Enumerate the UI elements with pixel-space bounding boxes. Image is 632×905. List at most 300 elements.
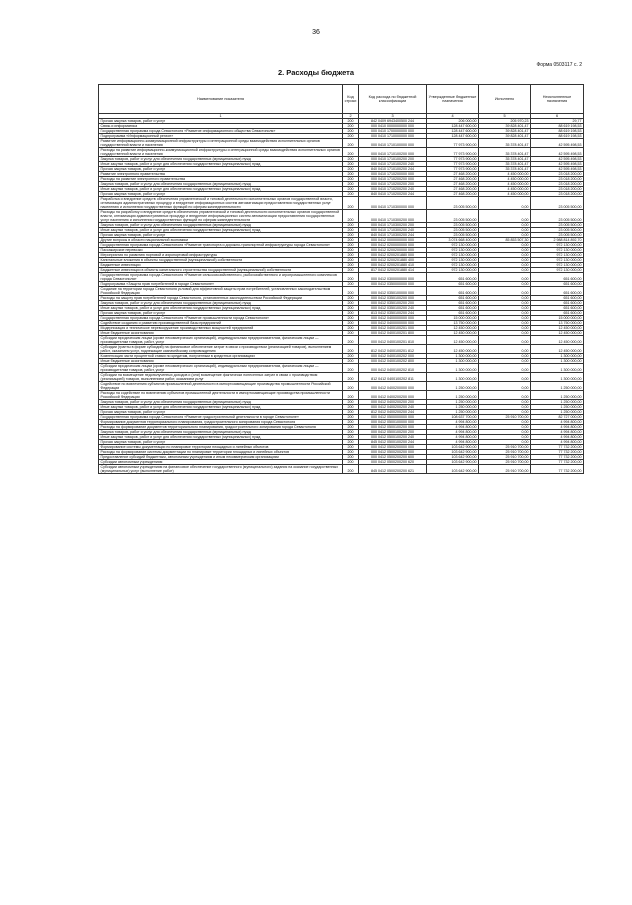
row-name: Закупка товаров, работ и услуг для обеспечения государственных (муниципальных) нужд xyxy=(99,157,343,162)
row-unexecuted: 2 988 814 892,70 xyxy=(531,238,584,243)
row-unexecuted: 23 018 200,00 xyxy=(531,192,584,197)
row-executed: 0,00 xyxy=(479,301,531,306)
row-approved: 103 642 900,00 xyxy=(427,445,479,450)
row-name: Прочая закупка товаров, работ и услуг xyxy=(99,167,343,172)
header-approved: Утвержденные бюджетные назначения xyxy=(427,85,479,114)
row-code: 200 xyxy=(343,465,359,474)
row-approved: 1 300 000,00 xyxy=(427,364,479,373)
row-unexecuted: 88 619 198,53 xyxy=(531,124,584,129)
row-unexecuted: 77 732 200,00 xyxy=(531,450,584,455)
row-code: 200 xyxy=(343,336,359,345)
row-approved: 77 973 900,00 xyxy=(427,148,479,157)
row-code: 200 xyxy=(343,435,359,440)
row-kbk: 000 0412 0350100000 000 xyxy=(359,287,427,296)
row-unexecuted: 23 018 200,00 xyxy=(531,182,584,187)
row-name: Бюджетные инвестиции xyxy=(99,263,343,268)
column-number: 1 xyxy=(99,114,343,119)
row-code: 200 xyxy=(343,223,359,228)
row-executed: 4 450 000,00 xyxy=(479,177,531,182)
row-kbk: 000 0412 0500200200 000 xyxy=(359,450,427,455)
row-name: Прочая закупка товаров, работ и услуг xyxy=(99,192,343,197)
row-kbk: 000 0412 0400100202 800 xyxy=(359,359,427,364)
row-approved: 972 130 000,00 xyxy=(427,253,479,258)
row-executed: 0,00 xyxy=(479,253,531,258)
row-unexecuted: 77 732 200,00 xyxy=(531,455,584,460)
row-approved: 972 130 000,00 xyxy=(427,268,479,273)
row-unexecuted: 1 250 000,00 xyxy=(531,400,584,405)
header-unexecuted: Неисполненные назначения xyxy=(531,85,584,114)
column-number: 2 xyxy=(343,114,359,119)
row-code: 200 xyxy=(343,345,359,354)
row-kbk: 000 0410 1710100200 200 xyxy=(359,157,427,162)
row-executed: 4 450 000,00 xyxy=(479,192,531,197)
row-kbk: 813 0412 0350100200 244 xyxy=(359,311,427,316)
table-row xyxy=(99,364,584,373)
row-name: Закупка товаров, работ и услуг для обеспечения государственных (муниципальных) нужд xyxy=(99,223,343,228)
row-unexecuted: 1 250 000,00 xyxy=(531,405,584,410)
row-unexecuted: 23 018 200,00 xyxy=(531,172,584,177)
row-code: 200 xyxy=(343,258,359,263)
row-kbk: 000 0412 0400100201 810 xyxy=(359,336,427,345)
row-code: 200 xyxy=(343,306,359,311)
row-unexecuted: 12 450 000,00 xyxy=(531,331,584,336)
row-name: Закупка товаров, работ и услуг для обеспечения государственных (муниципальных) нужд xyxy=(99,301,343,306)
row-executed: 0,00 xyxy=(479,282,531,287)
row-kbk: 000 0412 0400100201 000 xyxy=(359,326,427,331)
row-unexecuted: 4 994 800,00 xyxy=(531,425,584,430)
row-executed: 0,00 xyxy=(479,345,531,354)
row-executed: 0,00 xyxy=(479,420,531,425)
row-name: Расходы на развитие информационно-коммуникационной инфраструктуры и интеграционной среды взаимодействия исполнительных органов государственной власти и населения xyxy=(99,148,343,157)
row-name: Содействие созданию и развитию производственной базы предприятий xyxy=(99,321,343,326)
row-code: 200 xyxy=(343,210,359,223)
row-unexecuted: 1 250 000,00 xyxy=(531,391,584,400)
row-name: Расходы на содействие по вовлечению субъектов промышленной деятельности в импортозамещающие производства промышленности Российской Федерации xyxy=(99,391,343,400)
table-row xyxy=(99,139,584,148)
row-approved: 651 600,00 xyxy=(427,311,479,316)
row-code: 200 xyxy=(343,248,359,253)
row-name: Предоставление субсидий бюджетным, автономным учреждениям и иным некоммерческим организациям xyxy=(99,455,343,460)
row-executed: 0,00 xyxy=(479,440,531,445)
row-kbk: 000 0412 0350000000 000 xyxy=(359,282,427,287)
row-name: Прочая закупка товаров, работ и услуг xyxy=(99,410,343,415)
row-code: 200 xyxy=(343,287,359,296)
row-kbk: 000 0412 0400200200 000 xyxy=(359,391,427,400)
row-executed: 35 378 401,47 xyxy=(479,167,531,172)
row-executed: 0,00 xyxy=(479,233,531,238)
row-name: Государственная программа города Севастополя «Развитие промышленности города Севастополя» xyxy=(99,316,343,321)
row-name: Государственная программа города Севастополя «Развитие информационного общества Севастополя» xyxy=(99,129,343,134)
row-kbk: 000 0410 1710300200 240 xyxy=(359,228,427,233)
row-code: 200 xyxy=(343,263,359,268)
row-code: 200 xyxy=(343,373,359,382)
row-executed: 85 853 507,30 xyxy=(479,238,531,243)
row-code: 200 xyxy=(343,460,359,465)
row-name: Субсидии юридическим лицам (кроме некоммерческих организаций), индивидуальным предпринимателям, физическим лицам — производителям товаров, работ, услуг xyxy=(99,364,343,373)
row-approved: 77 973 900,00 xyxy=(427,167,479,172)
row-unexecuted: 77 732 200,00 xyxy=(531,445,584,450)
row-code: 200 xyxy=(343,430,359,435)
row-approved: 651 600,00 xyxy=(427,282,479,287)
row-name: Государственная программа города Севастополя «Развитие градостроительной деятельности в городе Севастополе» xyxy=(99,415,343,420)
row-kbk: 000 0412 0500000000 000 xyxy=(359,415,427,420)
row-approved: 1 250 000,00 xyxy=(427,410,479,415)
row-code: 200 xyxy=(343,331,359,336)
row-code: 200 xyxy=(343,243,359,248)
row-kbk: 845 0412 0500100200 244 xyxy=(359,440,427,445)
row-name: Государственная программа города Севастополя «Развитие сельскохозяйственного, рыбохозяйственного и агропромышленного комплексов города Севастополя» xyxy=(99,273,343,282)
row-unexecuted: 651 600,00 xyxy=(531,306,584,311)
row-executed: 35 378 401,47 xyxy=(479,162,531,167)
row-kbk: 000 0412 0200201880 400 xyxy=(359,258,427,263)
row-approved: 3 074 668 400,00 xyxy=(427,238,479,243)
row-kbk: 000 0410 1710300200 000 xyxy=(359,210,427,223)
row-kbk: 000 0412 0350100200 000 xyxy=(359,296,427,301)
row-unexecuted: 972 130 000,00 xyxy=(531,248,584,253)
row-approved: 23 005 500,00 xyxy=(427,197,479,210)
row-approved: 651 600,00 xyxy=(427,301,479,306)
row-kbk: 000 0412 0400100202 810 xyxy=(359,364,427,373)
row-approved: 23 005 500,00 xyxy=(427,233,479,238)
row-name: Пассажирские перевозки xyxy=(99,248,343,253)
table-row xyxy=(99,391,584,400)
row-name: Создание на территории города Севастополя условий для эффективной защиты прав потребителей, установленных законодательством Российской Федерации xyxy=(99,287,343,296)
row-approved: 206 000,00 xyxy=(427,119,479,124)
row-unexecuted: 12 450 000,00 xyxy=(531,336,584,345)
row-kbk: 000 0412 0500200000 000 xyxy=(359,445,427,450)
row-approved: 108 637 700,00 xyxy=(427,415,479,420)
row-name: Содействие по вовлечению субъектов промышленной деятельности в импортозамещающие производства промышленности Российской Федерации xyxy=(99,382,343,391)
table-row xyxy=(99,197,584,210)
row-name: Иные закупки товаров, работ и услуг для обеспечения государственных (муниципальных) нужд xyxy=(99,435,343,440)
row-code: 200 xyxy=(343,420,359,425)
row-approved: 128 447 600,00 xyxy=(427,129,479,134)
row-name: Капитальные вложения в объекты государственной (муниципальной) собственности xyxy=(99,258,343,263)
row-unexecuted: 23 018 200,00 xyxy=(531,177,584,182)
row-approved: 77 973 900,00 xyxy=(427,139,479,148)
row-approved: 4 994 800,00 xyxy=(427,430,479,435)
row-unexecuted: 23 005 500,00 xyxy=(531,228,584,233)
column-number: 6 xyxy=(531,114,584,119)
row-unexecuted: 1 300 000,00 xyxy=(531,354,584,359)
row-code: 200 xyxy=(343,134,359,139)
row-approved: 4 994 800,00 xyxy=(427,435,479,440)
row-executed: 4 450 000,00 xyxy=(479,187,531,192)
row-code: 200 xyxy=(343,273,359,282)
row-name: Расходы на защиту прав потребителей города Севастополя, установленных законодательством Российской Федерации xyxy=(99,296,343,301)
section-title: 2. Расходы бюджета xyxy=(277,68,355,77)
row-code: 200 xyxy=(343,119,359,124)
row-approved: 972 130 000,00 xyxy=(427,243,479,248)
row-kbk: 000 0412 0500100200 240 xyxy=(359,435,427,440)
row-executed: 35 378 401,47 xyxy=(479,148,531,157)
row-name: Закупка товаров, работ и услуг для обеспечения государственных (муниципальных) нужд xyxy=(99,400,343,405)
row-kbk: 812 0412 0400100202 811 xyxy=(359,373,427,382)
row-kbk: 000 0412 0500200200 620 xyxy=(359,460,427,465)
row-kbk: 000 0410 0000000000 000 xyxy=(359,124,427,129)
row-approved: 12 450 000,00 xyxy=(427,326,479,331)
row-unexecuted: 651 600,00 xyxy=(531,287,584,296)
row-executed: 0,00 xyxy=(479,197,531,210)
row-name: Иные бюджетные ассигнования xyxy=(99,359,343,364)
row-executed: 0,00 xyxy=(479,391,531,400)
row-approved: 972 130 000,00 xyxy=(427,258,479,263)
row-executed: 4 450 000,00 xyxy=(479,172,531,177)
row-unexecuted: 77 732 200,00 xyxy=(531,460,584,465)
row-kbk: 000 0412 0200000000 000 xyxy=(359,243,427,248)
row-kbk: 000 0412 0500200200 600 xyxy=(359,455,427,460)
row-executed: 35 378 401,47 xyxy=(479,139,531,148)
row-kbk: 000 0412 0200201880 000 xyxy=(359,253,427,258)
row-unexecuted: 1 250 000,00 xyxy=(531,382,584,391)
row-executed: 0,00 xyxy=(479,311,531,316)
row-unexecuted: 23 005 500,00 xyxy=(531,233,584,238)
row-name: Прочая закупка товаров, работ и услуг xyxy=(99,440,343,445)
row-name: Формирование системы документации по планировке территории площадных и линейных объектов xyxy=(99,445,343,450)
row-executed: 0,00 xyxy=(479,336,531,345)
row-name: Прочая закупка товаров, работ и услуг xyxy=(99,233,343,238)
row-kbk: 000 0412 0200200000 000 xyxy=(359,248,427,253)
row-approved: 13 750 000,00 xyxy=(427,321,479,326)
row-unexecuted: 651 600,00 xyxy=(531,296,584,301)
row-unexecuted: 12 450 000,00 xyxy=(531,326,584,331)
row-unexecuted: 23 005 500,00 xyxy=(531,223,584,228)
row-name: Закупка товаров, работ и услуг для обеспечения государственных (муниципальных) нужд xyxy=(99,182,343,187)
row-name: Прочая закупка товаров, работ и услуг xyxy=(99,119,343,124)
table-row xyxy=(99,273,584,282)
row-approved: 972 130 000,00 xyxy=(427,248,479,253)
row-unexecuted: 42 595 498,53 xyxy=(531,162,584,167)
row-kbk: 000 0412 0000000000 000 xyxy=(359,238,427,243)
row-kbk: 840 0410 1710200200 244 xyxy=(359,192,427,197)
row-kbk: 000 0410 1710100200 240 xyxy=(359,162,427,167)
column-number: 5 xyxy=(479,114,531,119)
row-unexecuted: 651 600,00 xyxy=(531,311,584,316)
header-row xyxy=(99,85,584,114)
row-unexecuted: 42 595 498,53 xyxy=(531,167,584,172)
form-label: Форма 0503117 с. 2 xyxy=(536,62,582,68)
table-row xyxy=(99,382,584,391)
row-name: Прочая закупка товаров, работ и услуг xyxy=(99,311,343,316)
row-executed: 0,00 xyxy=(479,373,531,382)
row-name: Иные закупки товаров, работ и услуг для обеспечения государственных (муниципальных) нужд xyxy=(99,187,343,192)
row-kbk: 000 0412 0350100200 200 xyxy=(359,301,427,306)
row-approved: 1 300 000,00 xyxy=(427,359,479,364)
row-approved: 128 447 600,00 xyxy=(427,124,479,129)
row-executed: 0,00 xyxy=(479,400,531,405)
row-kbk: 000 0410 1710200000 000 xyxy=(359,172,427,177)
row-executed: 0,00 xyxy=(479,435,531,440)
row-name: Мероприятия по развитию портовой и аэропортовой инфраструктуры xyxy=(99,253,343,258)
table-row xyxy=(99,336,584,345)
row-approved: 27 468 200,00 xyxy=(427,192,479,197)
row-code: 200 xyxy=(343,410,359,415)
row-kbk: 000 0410 1710200200 200 xyxy=(359,182,427,187)
row-code: 200 xyxy=(343,296,359,301)
row-kbk: 000 0410 1710200200 000 xyxy=(359,177,427,182)
row-code: 200 xyxy=(343,316,359,321)
row-name: Подпрограмма «Информационный регион» xyxy=(99,134,343,139)
row-executed: 0,00 xyxy=(479,287,531,296)
row-code: 200 xyxy=(343,139,359,148)
row-kbk: 840 0410 1710300200 244 xyxy=(359,233,427,238)
row-code: 200 xyxy=(343,282,359,287)
row-name: Связь и информатика xyxy=(99,124,343,129)
page-number: 36 xyxy=(312,29,320,36)
row-approved: 15 000 000,00 xyxy=(427,316,479,321)
row-kbk: 812 0412 0400100201 812 xyxy=(359,345,427,354)
row-executed: 25 910 700,00 xyxy=(479,460,531,465)
row-unexecuted: 972 130 000,00 xyxy=(531,258,584,263)
row-approved: 103 642 900,00 xyxy=(427,460,479,465)
row-code: 200 xyxy=(343,321,359,326)
row-executed: 0,00 xyxy=(479,228,531,233)
row-kbk: 000 0412 0400200200 240 xyxy=(359,405,427,410)
row-approved: 972 130 000,00 xyxy=(427,263,479,268)
row-kbk: 000 0412 0400100201 800 xyxy=(359,331,427,336)
table-row xyxy=(99,345,584,354)
row-code: 200 xyxy=(343,192,359,197)
row-approved: 103 642 900,00 xyxy=(427,455,479,460)
table-row xyxy=(99,210,584,223)
row-approved: 4 994 800,00 xyxy=(427,425,479,430)
row-code: 200 xyxy=(343,359,359,364)
row-unexecuted: 12 450 000,00 xyxy=(531,345,584,354)
row-unexecuted: 1 250 000,00 xyxy=(531,410,584,415)
row-executed: 0,00 xyxy=(479,243,531,248)
row-code: 200 xyxy=(343,187,359,192)
row-executed: 39 828 401,47 xyxy=(479,134,531,139)
row-kbk: 812 0412 0400200200 244 xyxy=(359,410,427,415)
row-kbk: 000 0410 1710300000 000 xyxy=(359,197,427,210)
row-code: 200 xyxy=(343,148,359,157)
row-executed: 205 970,23 xyxy=(479,119,531,124)
row-kbk: 000 0412 0400000000 000 xyxy=(359,321,427,326)
table-row xyxy=(99,148,584,157)
row-code: 200 xyxy=(343,177,359,182)
row-code: 200 xyxy=(343,415,359,420)
row-unexecuted: 82 727 000,00 xyxy=(531,415,584,420)
row-kbk: 000 0410 1710000000 000 xyxy=(359,134,427,139)
header-code: Код строки xyxy=(343,85,359,114)
row-approved: 1 250 000,00 xyxy=(427,391,479,400)
row-name: Субсидии на возмещение недополученных доходов и (или) возмещение фактически понесенных затрат в связи с производством (реализацией) товаров, выполнением работ, оказанием услуг xyxy=(99,373,343,382)
row-name: Субсидии автономным учреждениям xyxy=(99,460,343,465)
row-code: 200 xyxy=(343,228,359,233)
row-unexecuted: 4 994 800,00 xyxy=(531,420,584,425)
row-code: 200 xyxy=(343,450,359,455)
row-kbk: 000 0412 0400200200 200 xyxy=(359,400,427,405)
row-name: Государственная программа города Севастополя «Развитие транспорта и дорожно-транспортной инфраструктуры города Севастополя» xyxy=(99,243,343,248)
row-code: 200 xyxy=(343,445,359,450)
row-name: Расходы на формирование документов территориального планирования, градостроительного зонирования города Севастополя xyxy=(99,425,343,430)
row-executed: 25 910 700,00 xyxy=(479,445,531,450)
row-code: 200 xyxy=(343,311,359,316)
row-executed: 0,00 xyxy=(479,430,531,435)
row-code: 200 xyxy=(343,382,359,391)
row-unexecuted: 88 619 198,53 xyxy=(531,129,584,134)
row-code: 200 xyxy=(343,182,359,187)
expenses-table xyxy=(98,84,584,474)
row-name: Развитие информационно-коммуникационной инфраструктуры и интеграционной среды взаимодействия исполнительных органов государственной власти и населения xyxy=(99,139,343,148)
row-code: 200 xyxy=(343,167,359,172)
row-approved: 103 642 900,00 xyxy=(427,450,479,455)
row-kbk: 000 0412 0300000000 000 xyxy=(359,273,427,282)
row-kbk: 000 0410 1710300200 200 xyxy=(359,223,427,228)
row-approved: 103 642 900,00 xyxy=(427,465,479,474)
row-executed: 0,00 xyxy=(479,321,531,326)
row-approved: 1 300 000,00 xyxy=(427,373,479,382)
row-code: 200 xyxy=(343,455,359,460)
row-name: Формирование документов территориального планирования, градостроительного зонирования города Севастополя xyxy=(99,420,343,425)
header-kbk: Код расхода по бюджетной классификации xyxy=(359,85,427,114)
row-unexecuted: 972 130 000,00 xyxy=(531,243,584,248)
row-name: Бюджетные инвестиции в объекты капитального строительства государственной (муниципальной) собственности xyxy=(99,268,343,273)
row-executed: 0,00 xyxy=(479,382,531,391)
row-unexecuted: 42 595 498,53 xyxy=(531,139,584,148)
row-name: Расходы на разработку и внедрение средств обеспечения управленческой и типовой деятельности исполнительных органов государственной власти, оптимизация административных процедур и внедрение информационных систем автоматизации предоставления государственных услуг населению и исполнения государственных функций по сферам жизнедеятельности xyxy=(99,210,343,223)
header-name: Наименование показателя xyxy=(99,85,343,114)
row-code: 200 xyxy=(343,301,359,306)
row-approved: 651 600,00 xyxy=(427,296,479,301)
row-kbk: 842 0409 6943400500 244 xyxy=(359,119,427,124)
row-executed: 39 828 401,47 xyxy=(479,129,531,134)
row-approved: 77 973 900,00 xyxy=(427,162,479,167)
column-number: 4 xyxy=(427,114,479,119)
row-approved: 4 994 800,00 xyxy=(427,420,479,425)
row-name: Развитие электронного правительства xyxy=(99,172,343,177)
row-code: 200 xyxy=(343,354,359,359)
row-code: 200 xyxy=(343,124,359,129)
row-code: 200 xyxy=(343,391,359,400)
row-executed: 0,00 xyxy=(479,364,531,373)
row-name: Другие вопросы в области национальной экономики xyxy=(99,238,343,243)
row-executed: 25 910 700,00 xyxy=(479,415,531,420)
row-unexecuted: 23 018 200,00 xyxy=(531,187,584,192)
row-executed: 0,00 xyxy=(479,410,531,415)
row-code: 200 xyxy=(343,364,359,373)
row-executed: 0,00 xyxy=(479,359,531,364)
row-kbk: 845 0412 0500200200 621 xyxy=(359,465,427,474)
row-executed: 0,00 xyxy=(479,248,531,253)
row-code: 200 xyxy=(343,238,359,243)
row-kbk: 000 0412 0500100000 000 xyxy=(359,420,427,425)
row-unexecuted: 4 994 800,00 xyxy=(531,435,584,440)
row-code: 200 xyxy=(343,400,359,405)
row-kbk: 000 0412 0500100200 200 xyxy=(359,430,427,435)
row-approved: 27 468 200,00 xyxy=(427,172,479,177)
row-executed: 0,00 xyxy=(479,258,531,263)
row-unexecuted: 1 300 000,00 xyxy=(531,364,584,373)
row-kbk: 840 0410 1710100200 244 xyxy=(359,167,427,172)
row-name: Иные закупки товаров, работ и услуг для обеспечения государственных (муниципальных) нужд xyxy=(99,405,343,410)
row-approved: 4 994 800,00 xyxy=(427,440,479,445)
row-approved: 12 450 000,00 xyxy=(427,336,479,345)
row-executed: 0,00 xyxy=(479,316,531,321)
row-executed: 25 910 700,00 xyxy=(479,450,531,455)
row-executed: 0,00 xyxy=(479,405,531,410)
row-name: Расходы на формирование системы документации по планировке территории площадных и линейных объектов xyxy=(99,450,343,455)
row-code: 200 xyxy=(343,326,359,331)
row-unexecuted: 23 005 500,00 xyxy=(531,210,584,223)
row-code: 200 xyxy=(343,253,359,258)
row-approved: 77 973 900,00 xyxy=(427,157,479,162)
row-executed: 35 378 401,47 xyxy=(479,157,531,162)
row-executed: 0,00 xyxy=(479,354,531,359)
row-approved: 12 450 000,00 xyxy=(427,345,479,354)
table-row xyxy=(99,287,584,296)
table-row xyxy=(99,373,584,382)
